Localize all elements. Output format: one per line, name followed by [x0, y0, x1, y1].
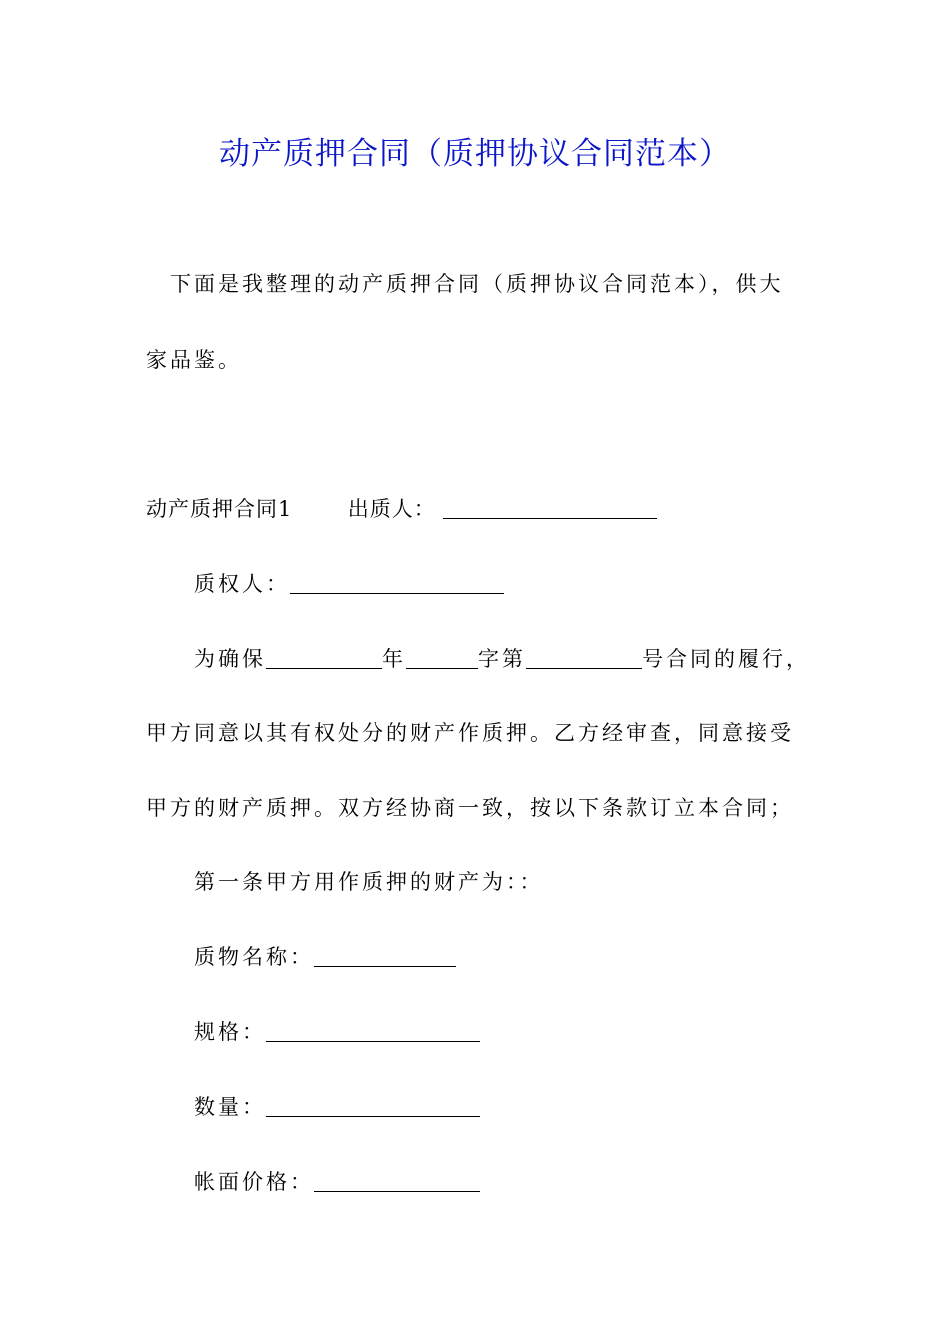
contract-word-blank[interactable]	[406, 646, 478, 669]
purpose-line-3: 甲方的财产质押。双方经协商一致，按以下条款订立本合同；	[146, 796, 794, 820]
spec-row	[194, 1012, 480, 1052]
item-name-blank[interactable]	[314, 944, 456, 967]
intro-line-1: 下面是我整理的动产质押合同（质押协议合同范本），供大	[170, 272, 784, 296]
pledgee-row	[194, 564, 504, 604]
article-1: 第一条甲方用作质押的财产为：：	[194, 870, 544, 894]
pledgor-blank[interactable]	[443, 496, 657, 519]
pledgee-label: 质权人：	[194, 572, 290, 596]
book-value-row	[194, 1162, 480, 1202]
book-value-blank[interactable]	[314, 1169, 480, 1192]
purpose-prefix: 为确保	[194, 647, 266, 671]
contract-number-blank[interactable]	[526, 646, 642, 669]
document-title: 动产质押合同（质押协议合同范本）	[219, 136, 731, 172]
contract-heading-row	[146, 489, 657, 529]
year-label: 年	[382, 647, 406, 671]
quantity-label: 数量：	[194, 1095, 266, 1119]
quantity-row	[194, 1087, 480, 1127]
pledgee-blank[interactable]	[290, 571, 504, 594]
pledgor-label: 出质人：	[347, 497, 436, 521]
purpose-line-2: 甲方同意以其有权处分的财产作质押。乙方经审查，同意接受	[146, 721, 794, 745]
quantity-blank[interactable]	[266, 1094, 480, 1117]
word-label: 字第	[478, 647, 526, 671]
item-name-row	[194, 937, 456, 977]
spec-label: 规格：	[194, 1020, 266, 1044]
purpose-line-1	[194, 639, 810, 679]
purpose-suffix: 号合同的履行，	[642, 647, 810, 671]
contract-heading: 动产质押合同1	[146, 497, 293, 521]
spec-blank[interactable]	[266, 1019, 480, 1042]
book-value-label: 帐面价格：	[194, 1170, 314, 1194]
intro-line-2: 家品鉴。	[146, 348, 242, 372]
contract-year-blank[interactable]	[266, 646, 382, 669]
item-name-label: 质物名称：	[194, 945, 314, 969]
